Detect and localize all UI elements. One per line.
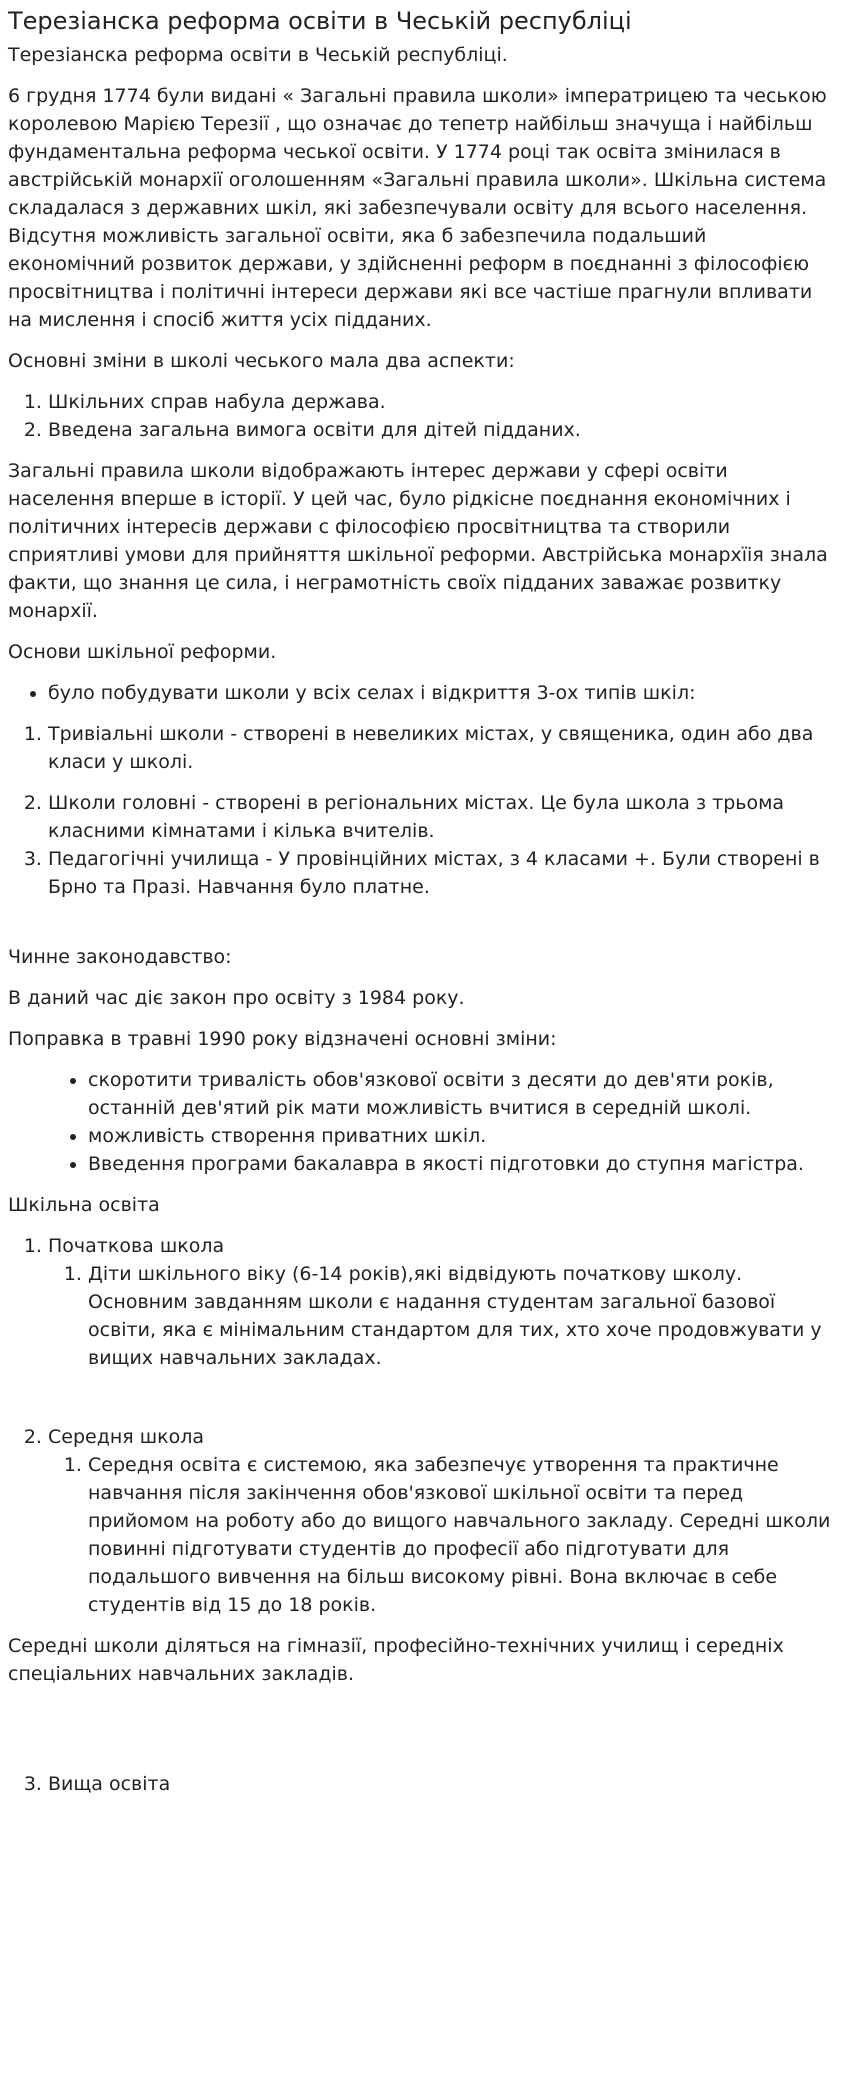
page-title: Терезіанска реформа освіти в Чеській республіці <box>8 7 632 35</box>
primary-school-sublist <box>48 1260 839 1372</box>
primary-school-item <box>48 1232 839 1372</box>
list-item: 1. Тривіальні школи - створені в невеликих містах, у священика, один або два класи у школі. <box>48 720 839 776</box>
list-item: 1. Шкільних справ набула держава. <box>48 388 839 416</box>
education-levels-list <box>8 1423 839 1619</box>
secondary-school-item <box>48 1423 839 1619</box>
list-item: 2. Школи головні - створені в регіональних містах. Це була школа з трьома класними кімнатами і кілька вчителів. <box>48 789 839 845</box>
changes-heading: Основні зміни в школі чеського мала два аспекти: <box>8 350 515 372</box>
blank-space <box>8 1385 839 1423</box>
basics-list <box>8 679 839 707</box>
school-education-heading: Шкільна освіта <box>8 1194 160 1216</box>
blank-space <box>8 1701 839 1770</box>
higher-education-title: Вища освіта <box>48 1773 171 1795</box>
list-item: 3. Педагогічні училища - У провінційних містах, з 4 класами +. Були створені в Брно та Празі. Навчання було платне. <box>48 845 839 901</box>
list-item: 2. Введена загальна вимога освіти для дітей підданих. <box>48 416 839 444</box>
primary-school-title: Початкова школа <box>48 1235 225 1257</box>
list-item: • Введення програми бакалавра в якості підготовки до ступня магістра. <box>88 1150 839 1178</box>
basics-heading: Основи шкільної реформи. <box>8 641 277 663</box>
amendment-list <box>8 1066 839 1178</box>
amendment-heading: Поправка в травні 1990 року відзначені основні зміни: <box>8 1028 557 1050</box>
rules-paragraph: Загальні правила школи відображають інтерес держави у сфері освіти населення вперше в історії. У цей час, було рідкісне поєднання економічних і політичних інтересів держави с філософією просвітництва та створили сприятливі умови для прийняття шкільної реформи. Австрійська монархїія знала факти, що знання це сила, і неграмотність своїх підданих заважає розвитку монархії. <box>8 460 828 622</box>
subtitle: Терезіанска реформа освіти в Чеській республіці. <box>8 44 508 66</box>
list-item: 1. Середня освіта є системою, яка забезпечує утворення та практичне навчання після закінчення обов'язкової шкільної освіти та перед прийомом на роботу або до вищого навчального закладу. Середні школи повинні підготувати студентів до професії або підготувати для подальшого вивчення на більш високому рівні. Вона включає в себе студентів від 15 до 18 років. <box>88 1451 839 1619</box>
secondary-school-sublist <box>48 1451 839 1619</box>
higher-education-item <box>48 1770 839 1798</box>
list-item: • можливість створення приватних шкіл. <box>88 1122 839 1150</box>
intro-paragraph: 6 грудня 1774 були видані « Загальні правила школи» імператрицею та чеською королевою Марією Терезії , що означає до тепетр найбільш значуща і найбільш фундаментальна реформа чеської освіти. У 1774 році так освіта змінилася в австрійській монархії оголошенням «Загальні правила школи». Шкільна система складалася з державних шкіл, які забезпечували освіту для всього населення. Відсутня можливість загальної освіти, яка б забезпечила подальший економічний розвиток держави, у здійсненні реформ в поєднанні з філософією просвітництва і політичні інтереси держави які все частіше прагнули впливати на мислення і спосіб життя усіх підданих. <box>8 85 827 331</box>
secondary-school-title: Середня школа <box>48 1426 205 1448</box>
legislation-heading: Чинне законодавство: <box>8 946 232 968</box>
education-levels-list <box>8 1770 839 1798</box>
list-item: • скоротити тривалість обов'язкової освіти з десяти до дев'яти років, останній дев'ятий рік мати можливість вчитися в середній школі. <box>88 1066 839 1122</box>
education-levels-list <box>8 1232 839 1372</box>
secondary-types-paragraph: Середні школи діляться на гімназії, професійно-технічних училищ і середніх спеціальних навчальних закладів. <box>8 1635 784 1685</box>
law-paragraph: В даний час діє закон про освіту з 1984 року. <box>8 987 465 1009</box>
list-item: • було побудувати школи у всіх селах і відкриття 3-ох типів шкіл: <box>48 679 839 707</box>
list-item: 1. Діти шкільного віку (6-14 років),які відвідують початкову школу. Основним завданням школи є надання студентам загальної базової освіти, яка є мінімальним стандартом для тих, хто хоче продовжувати у вищих навчальних закладах. <box>88 1260 839 1372</box>
changes-list <box>8 388 839 444</box>
school-types-list <box>8 720 839 901</box>
blank-space <box>8 901 839 943</box>
